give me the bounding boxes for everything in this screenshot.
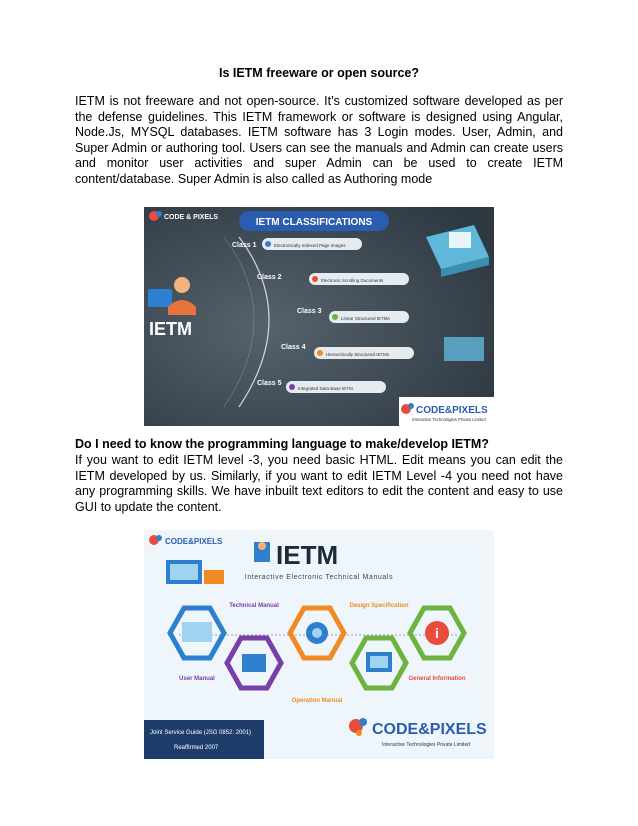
fig2-footer-tagline: Interactive Technologies Private Limited bbox=[382, 742, 471, 748]
svg-text:Electronic Scrolling Documents: Electronic Scrolling Documents bbox=[321, 278, 384, 283]
svg-text:Class 2: Class 2 bbox=[257, 274, 282, 281]
svg-text:Hierarchically Structured IETM: Hierarchically Structured IETMs bbox=[326, 352, 390, 357]
ietm-classifications-image bbox=[144, 207, 494, 426]
fig1-footer-tagline: Interactive Technologies Private Limited bbox=[412, 417, 486, 422]
svg-text:Linear Structured IETMs: Linear Structured IETMs bbox=[341, 316, 390, 321]
svg-text:Class 3: Class 3 bbox=[297, 308, 322, 315]
svg-text:Integrated Data-Base IETM: Integrated Data-Base IETM bbox=[298, 386, 353, 391]
fig1-footer-brand: CODE&PIXELS bbox=[416, 405, 488, 416]
section1-heading: Is IETM freeware or open source? bbox=[218, 66, 420, 80]
section1-paragraph: IETM is not freeware and not open-source. It’s customized software developed as per the defense guidelines. This IETM framework or software is designed using Angular, Node.Js, MYSQL databases. IETM software has 3 Login modes. User, Admin, and Super Admin or authoring tool. Users can see the manuals and Admin can create users and monitor user activities and super Admin can be used to create IETM content/database. Super Admin is also called as Authoring mode bbox=[75, 94, 563, 186]
svg-text:Class 4: Class 4 bbox=[281, 344, 306, 351]
svg-text:Class 1: Class 1 bbox=[232, 242, 257, 249]
ietm-manuals-image bbox=[144, 530, 494, 759]
operation-manual-label: Operation Manual bbox=[291, 698, 343, 704]
general-information-label: General Information bbox=[408, 676, 466, 682]
svg-text:Class 5: Class 5 bbox=[257, 380, 282, 387]
fig1-brand: CODE & PIXELS bbox=[164, 214, 219, 221]
fig1-banner: IETM CLASSIFICATIONS bbox=[255, 217, 373, 228]
fig2-subtitle: Interactive Electronic Technical Manuals bbox=[244, 574, 394, 581]
technical-manual-label: Technical Manual bbox=[229, 603, 279, 609]
guide-text: Joint Service Guide (JSG 0852: 2001) bbox=[150, 730, 252, 736]
fig2-brand: CODE&PIXELS bbox=[165, 537, 223, 546]
section2-heading: Do I need to know the programming language to make/develop IETM? bbox=[75, 437, 489, 451]
reaffirmed-text: Reaffirmed 2007 bbox=[174, 745, 219, 751]
fig1-center-label: IETM bbox=[149, 319, 192, 339]
design-specification-label: Design Specification bbox=[349, 603, 409, 609]
svg-text:i: i bbox=[435, 625, 439, 641]
fig2-footer-brand: CODE&PIXELS bbox=[372, 721, 487, 738]
user-manual-label: User Manual bbox=[179, 676, 215, 682]
section2-paragraph: If you want to edit IETM level -3, you need basic HTML. Edit means you can edit the IETM developed by us. Similarly, if you want to edit IETM Level -4 you need not have any programming skills. We have inbuilt text editors to edit the content and easy to use GUI to update the content. bbox=[75, 453, 563, 514]
svg-text:Electronically Indexed Page Im: Electronically Indexed Page Images bbox=[274, 243, 346, 248]
fig2-title: IETM bbox=[276, 540, 339, 570]
